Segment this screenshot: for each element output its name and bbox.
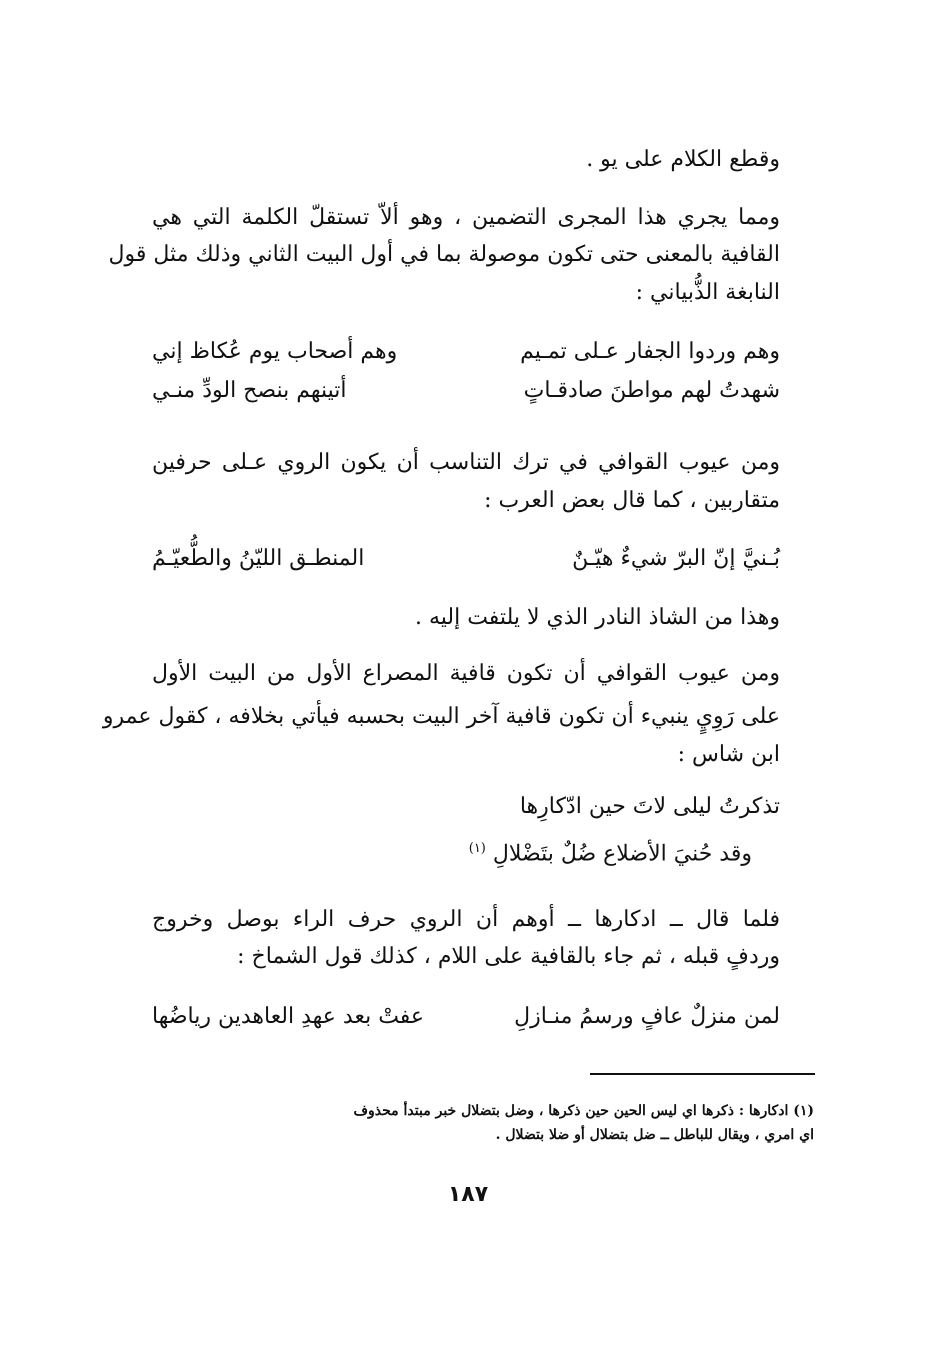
paragraph-line: النابغة الذُّبياني : bbox=[635, 280, 780, 305]
verse-line: تذكرتُ ليلى لاتَ حين ادّكارِها bbox=[519, 794, 780, 819]
footnote-marker: (١) bbox=[468, 841, 486, 856]
paragraph-line: ابن شاس : bbox=[677, 742, 780, 767]
page-number: ١٨٧ bbox=[447, 1182, 489, 1207]
paragraph-line: متقاربين ، كما قال بعض العرب : bbox=[484, 488, 780, 513]
verse-hemistich-first: شهدتُ لهم مواطنَ صادقـاتٍ bbox=[523, 378, 780, 403]
footnote-line: اي امري ، ويقال للباطل ــ ضل بتضلال أو ضلا بتضلال . bbox=[495, 1127, 814, 1143]
footnote-separator bbox=[590, 1073, 815, 1075]
verse-line bbox=[152, 544, 780, 574]
paragraph-line: على رَوِيٍ ينبيء أن تكون قافية آخر البيت بحسبه فيأتي بخلافه ، كقول عمرو bbox=[102, 704, 780, 729]
verse-hemistich-first: وهم وردوا الجفار عـلى تمـيم bbox=[520, 339, 780, 364]
paragraph-line: ومن عيوب القوافي في ترك التناسب أن يكون الروي عـلى حرفين bbox=[152, 450, 780, 475]
verse-hemistich-second: وهم أصحاب يوم عُكاظ إني bbox=[152, 339, 398, 364]
verse-line bbox=[152, 376, 780, 406]
paragraph-line: وهذا من الشاذ النادر الذي لا يلتفت إليه . bbox=[414, 605, 780, 630]
verse-text: وقد حُنيَ الأضلاع ضُلٌ بتَضْلالِ bbox=[492, 841, 752, 867]
paragraph-line: وردفٍ قبله ، ثم جاء بالقافية على اللام ، كذلك قول الشماخ : bbox=[237, 944, 780, 969]
verse-line bbox=[152, 337, 780, 367]
verse-hemistich-second: أتينهم بنصح الودِّ منـي bbox=[152, 378, 347, 403]
paragraph-line: وقطع الكلام على يو . bbox=[586, 147, 780, 172]
paragraph-line: فلما قال ــ ادكارها ــ أوهم أن الروي حرف الراء بوصل وخروج bbox=[152, 907, 780, 932]
verse-line bbox=[469, 834, 752, 869]
paragraph-line: ومما يجري هذا المجرى التضمين ، وهو ألاّ تستقلّ الكلمة التي هي bbox=[152, 205, 780, 230]
verse-hemistich-second: المنطـق الليّنُ والطُّعيّـمُ bbox=[152, 546, 365, 571]
footnote-line: (١) ادكارها : ذكرها اي ليس الحين حين ذكرها ، وضل بتضلال خبر مبتدأ محذوف bbox=[353, 1103, 814, 1119]
verse-line bbox=[152, 1002, 780, 1032]
verse-hemistich-first: بُـنيَّ إنّ البرّ شيءٌ هيّـنٌ bbox=[572, 546, 780, 571]
verse-hemistich-second: عفتْ بعد عهدِ العاهدين رياضُها bbox=[152, 1004, 425, 1029]
verse-hemistich-first: لمن منزلٌ عافٍ ورسمُ منـازلِ bbox=[514, 1004, 780, 1029]
paragraph-line: القافية بالمعنى حتى تكون موصولة بما في أول البيت الثاني وذلك مثل قول bbox=[108, 242, 780, 267]
paragraph-line: ومن عيوب القوافي أن تكون قافية المصراع الأول من البيت الأول bbox=[152, 661, 780, 686]
